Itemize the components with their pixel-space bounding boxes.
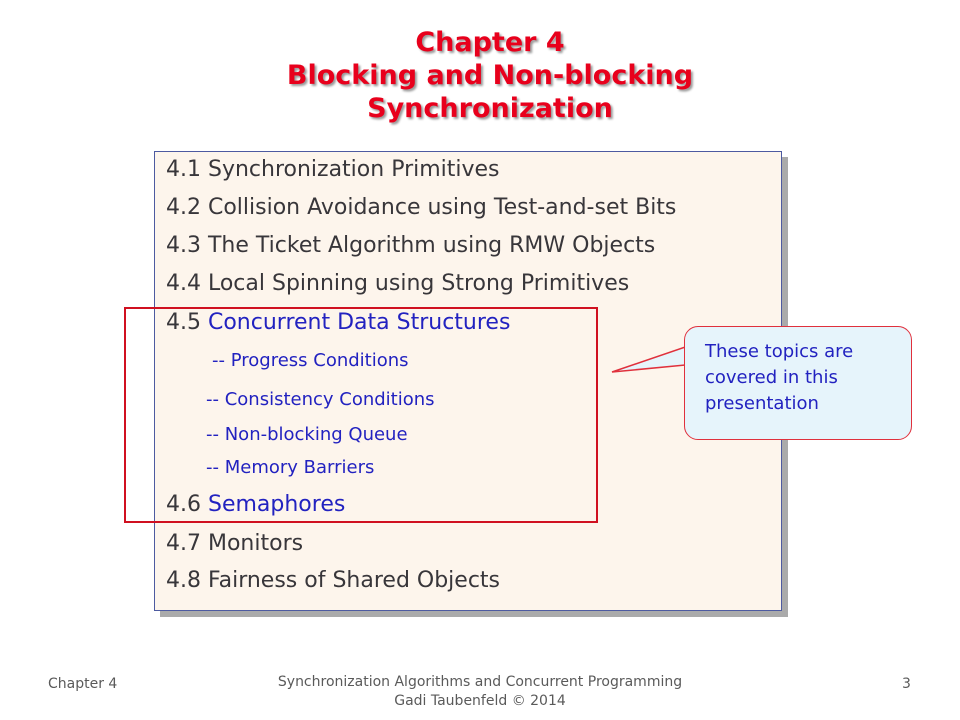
toc-subitem-barriers: -- Memory Barriers [206,457,375,478]
toc-item-4-6-label: Semaphores [207,492,346,517]
toc-subitem-progress: -- Progress Conditions [212,350,409,371]
toc-item-4-5-label: Concurrent Data Structures [207,310,511,335]
toc-item-4-2: 4.2 Collision Avoidance using Test-and-set Bits [166,195,677,220]
toc-subitem-queue: -- Non-blocking Queue [206,424,408,445]
title-line-2: Blocking and Non-blocking [286,60,694,91]
toc-subitem-consistency: -- Consistency Conditions [206,389,435,410]
toc-item-4-8: 4.8 Fairness of Shared Objects [166,568,501,593]
callout-bubble [684,326,912,440]
toc-item-4-6-number: 4.6 [166,492,208,517]
toc-item-4-1: 4.1 Synchronization Primitives [166,157,500,182]
title-line-3: Synchronization [367,93,613,124]
footer-book-title: Synchronization Algorithms and Concurrent Programming [277,674,683,690]
callout-line-3: presentation [705,393,819,414]
callout-line-1: These topics are [705,341,854,362]
callout-line-2: covered in this [705,367,838,388]
toc-item-4-3: 4.3 The Ticket Algorithm using RMW Objects [166,233,656,258]
page-number: 3 [902,676,911,692]
toc-item-4-5-number: 4.5 [166,310,208,335]
footer-center [250,673,710,711]
toc-item-4-7: 4.7 Monitors [166,531,304,556]
footer-chapter: Chapter 4 [48,676,118,692]
title-line-1: Chapter 4 [415,27,565,58]
toc-item-4-4: 4.4 Local Spinning using Strong Primitives [166,271,630,296]
footer-author: Gadi Taubenfeld © 2014 [394,693,566,709]
